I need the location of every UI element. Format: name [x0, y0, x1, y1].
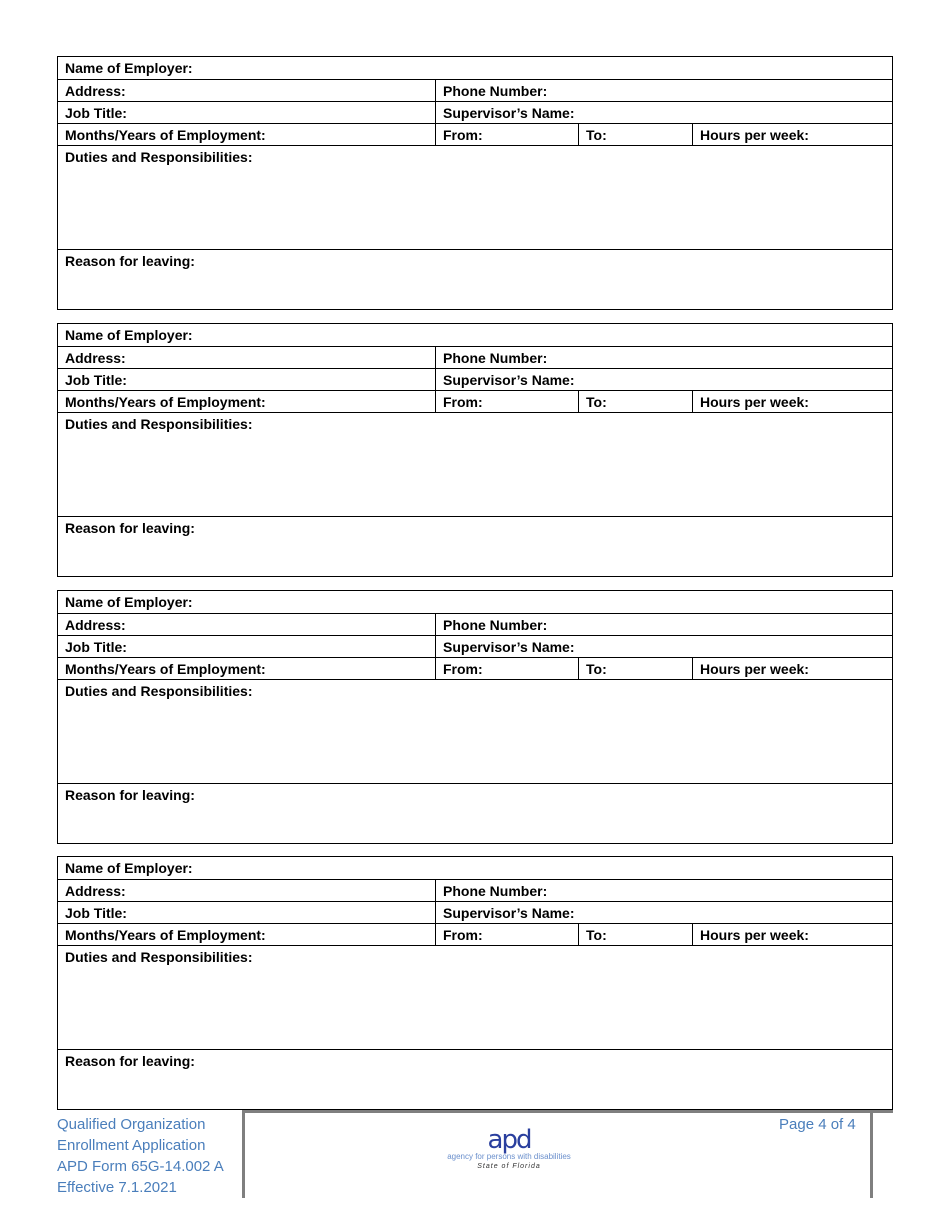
supervisor-field[interactable]: Supervisor’s Name: — [435, 902, 582, 923]
from-field[interactable]: From: — [435, 658, 490, 679]
address-field[interactable]: Address: — [65, 617, 126, 633]
months-years-row — [58, 923, 892, 945]
reason-field[interactable]: Reason for leaving: — [65, 253, 195, 269]
job-title-row — [58, 101, 892, 123]
reason-row — [58, 783, 892, 843]
reason-row — [58, 1049, 892, 1109]
months-years-field[interactable]: Months/Years of Employment: — [65, 127, 266, 143]
duties-row — [58, 145, 892, 249]
months-years-row — [58, 390, 892, 412]
employer-field[interactable]: Name of Employer: — [65, 60, 193, 76]
address-field[interactable]: Address: — [65, 350, 126, 366]
footer-line-2: Enrollment Application — [57, 1137, 206, 1154]
supervisor-field[interactable]: Supervisor’s Name: — [435, 369, 582, 390]
job-title-row — [58, 635, 892, 657]
hours-field[interactable]: Hours per week: — [692, 924, 816, 945]
duties-row — [58, 945, 892, 1049]
page-number: Page 4 of 4 — [769, 1110, 873, 1198]
employer-field[interactable]: Name of Employer: — [65, 860, 193, 876]
to-field[interactable]: To: — [578, 391, 614, 412]
employer-field[interactable]: Name of Employer: — [65, 327, 193, 343]
phone-field[interactable]: Phone Number: — [435, 347, 554, 368]
supervisor-field[interactable]: Supervisor’s Name: — [435, 102, 582, 123]
duties-row — [58, 412, 892, 516]
to-field[interactable]: To: — [578, 924, 614, 945]
address-field[interactable]: Address: — [65, 83, 126, 99]
employer-field[interactable]: Name of Employer: — [65, 594, 193, 610]
address-row — [58, 79, 892, 101]
reason-row — [58, 249, 892, 309]
reason-field[interactable]: Reason for leaving: — [65, 520, 195, 536]
address-field[interactable]: Address: — [65, 883, 126, 899]
employment-block-1 — [57, 56, 893, 310]
footer-form-info — [57, 1110, 245, 1198]
employment-block-4 — [57, 856, 893, 1110]
months-years-row — [58, 123, 892, 145]
job-title-field[interactable]: Job Title: — [65, 105, 127, 121]
apd-logo — [441, 1125, 577, 1178]
from-field[interactable]: From: — [435, 924, 490, 945]
apd-logo-subtitle: agency for persons with disabilities — [447, 1152, 571, 1161]
employer-row — [58, 57, 892, 79]
employer-row — [58, 324, 892, 346]
to-field[interactable]: To: — [578, 124, 614, 145]
apd-logo-state: State of Florida — [477, 1163, 541, 1170]
from-field[interactable]: From: — [435, 124, 490, 145]
job-title-field[interactable]: Job Title: — [65, 639, 127, 655]
supervisor-field[interactable]: Supervisor’s Name: — [435, 636, 582, 657]
phone-field[interactable]: Phone Number: — [435, 614, 554, 635]
reason-field[interactable]: Reason for leaving: — [65, 1053, 195, 1069]
phone-field[interactable]: Phone Number: — [435, 880, 554, 901]
duties-field[interactable]: Duties and Responsibilities: — [65, 149, 253, 165]
reason-row — [58, 516, 892, 576]
apd-logo-mark: apd — [487, 1125, 531, 1155]
employer-row — [58, 857, 892, 879]
months-years-field[interactable]: Months/Years of Employment: — [65, 394, 266, 410]
from-field[interactable]: From: — [435, 391, 490, 412]
duties-field[interactable]: Duties and Responsibilities: — [65, 683, 253, 699]
address-row — [58, 346, 892, 368]
address-row — [58, 879, 892, 901]
hours-field[interactable]: Hours per week: — [692, 124, 816, 145]
hours-field[interactable]: Hours per week: — [692, 391, 816, 412]
job-title-row — [58, 368, 892, 390]
hours-field[interactable]: Hours per week: — [692, 658, 816, 679]
duties-field[interactable]: Duties and Responsibilities: — [65, 416, 253, 432]
months-years-row — [58, 657, 892, 679]
phone-field[interactable]: Phone Number: — [435, 80, 554, 101]
duties-field[interactable]: Duties and Responsibilities: — [65, 949, 253, 965]
months-years-field[interactable]: Months/Years of Employment: — [65, 661, 266, 677]
duties-row — [58, 679, 892, 783]
job-title-field[interactable]: Job Title: — [65, 372, 127, 388]
employer-row — [58, 591, 892, 613]
footer-line-4: Effective 7.1.2021 — [57, 1179, 177, 1196]
reason-field[interactable]: Reason for leaving: — [65, 787, 195, 803]
months-years-field[interactable]: Months/Years of Employment: — [65, 927, 266, 943]
page-footer — [57, 1110, 893, 1198]
employment-block-2 — [57, 323, 893, 577]
footer-line-1: Qualified Organization — [57, 1116, 206, 1133]
job-title-row — [58, 901, 892, 923]
to-field[interactable]: To: — [578, 658, 614, 679]
footer-line-3: APD Form 65G-14.002 A — [57, 1158, 224, 1175]
job-title-field[interactable]: Job Title: — [65, 905, 127, 921]
employment-block-3 — [57, 590, 893, 844]
address-row — [58, 613, 892, 635]
